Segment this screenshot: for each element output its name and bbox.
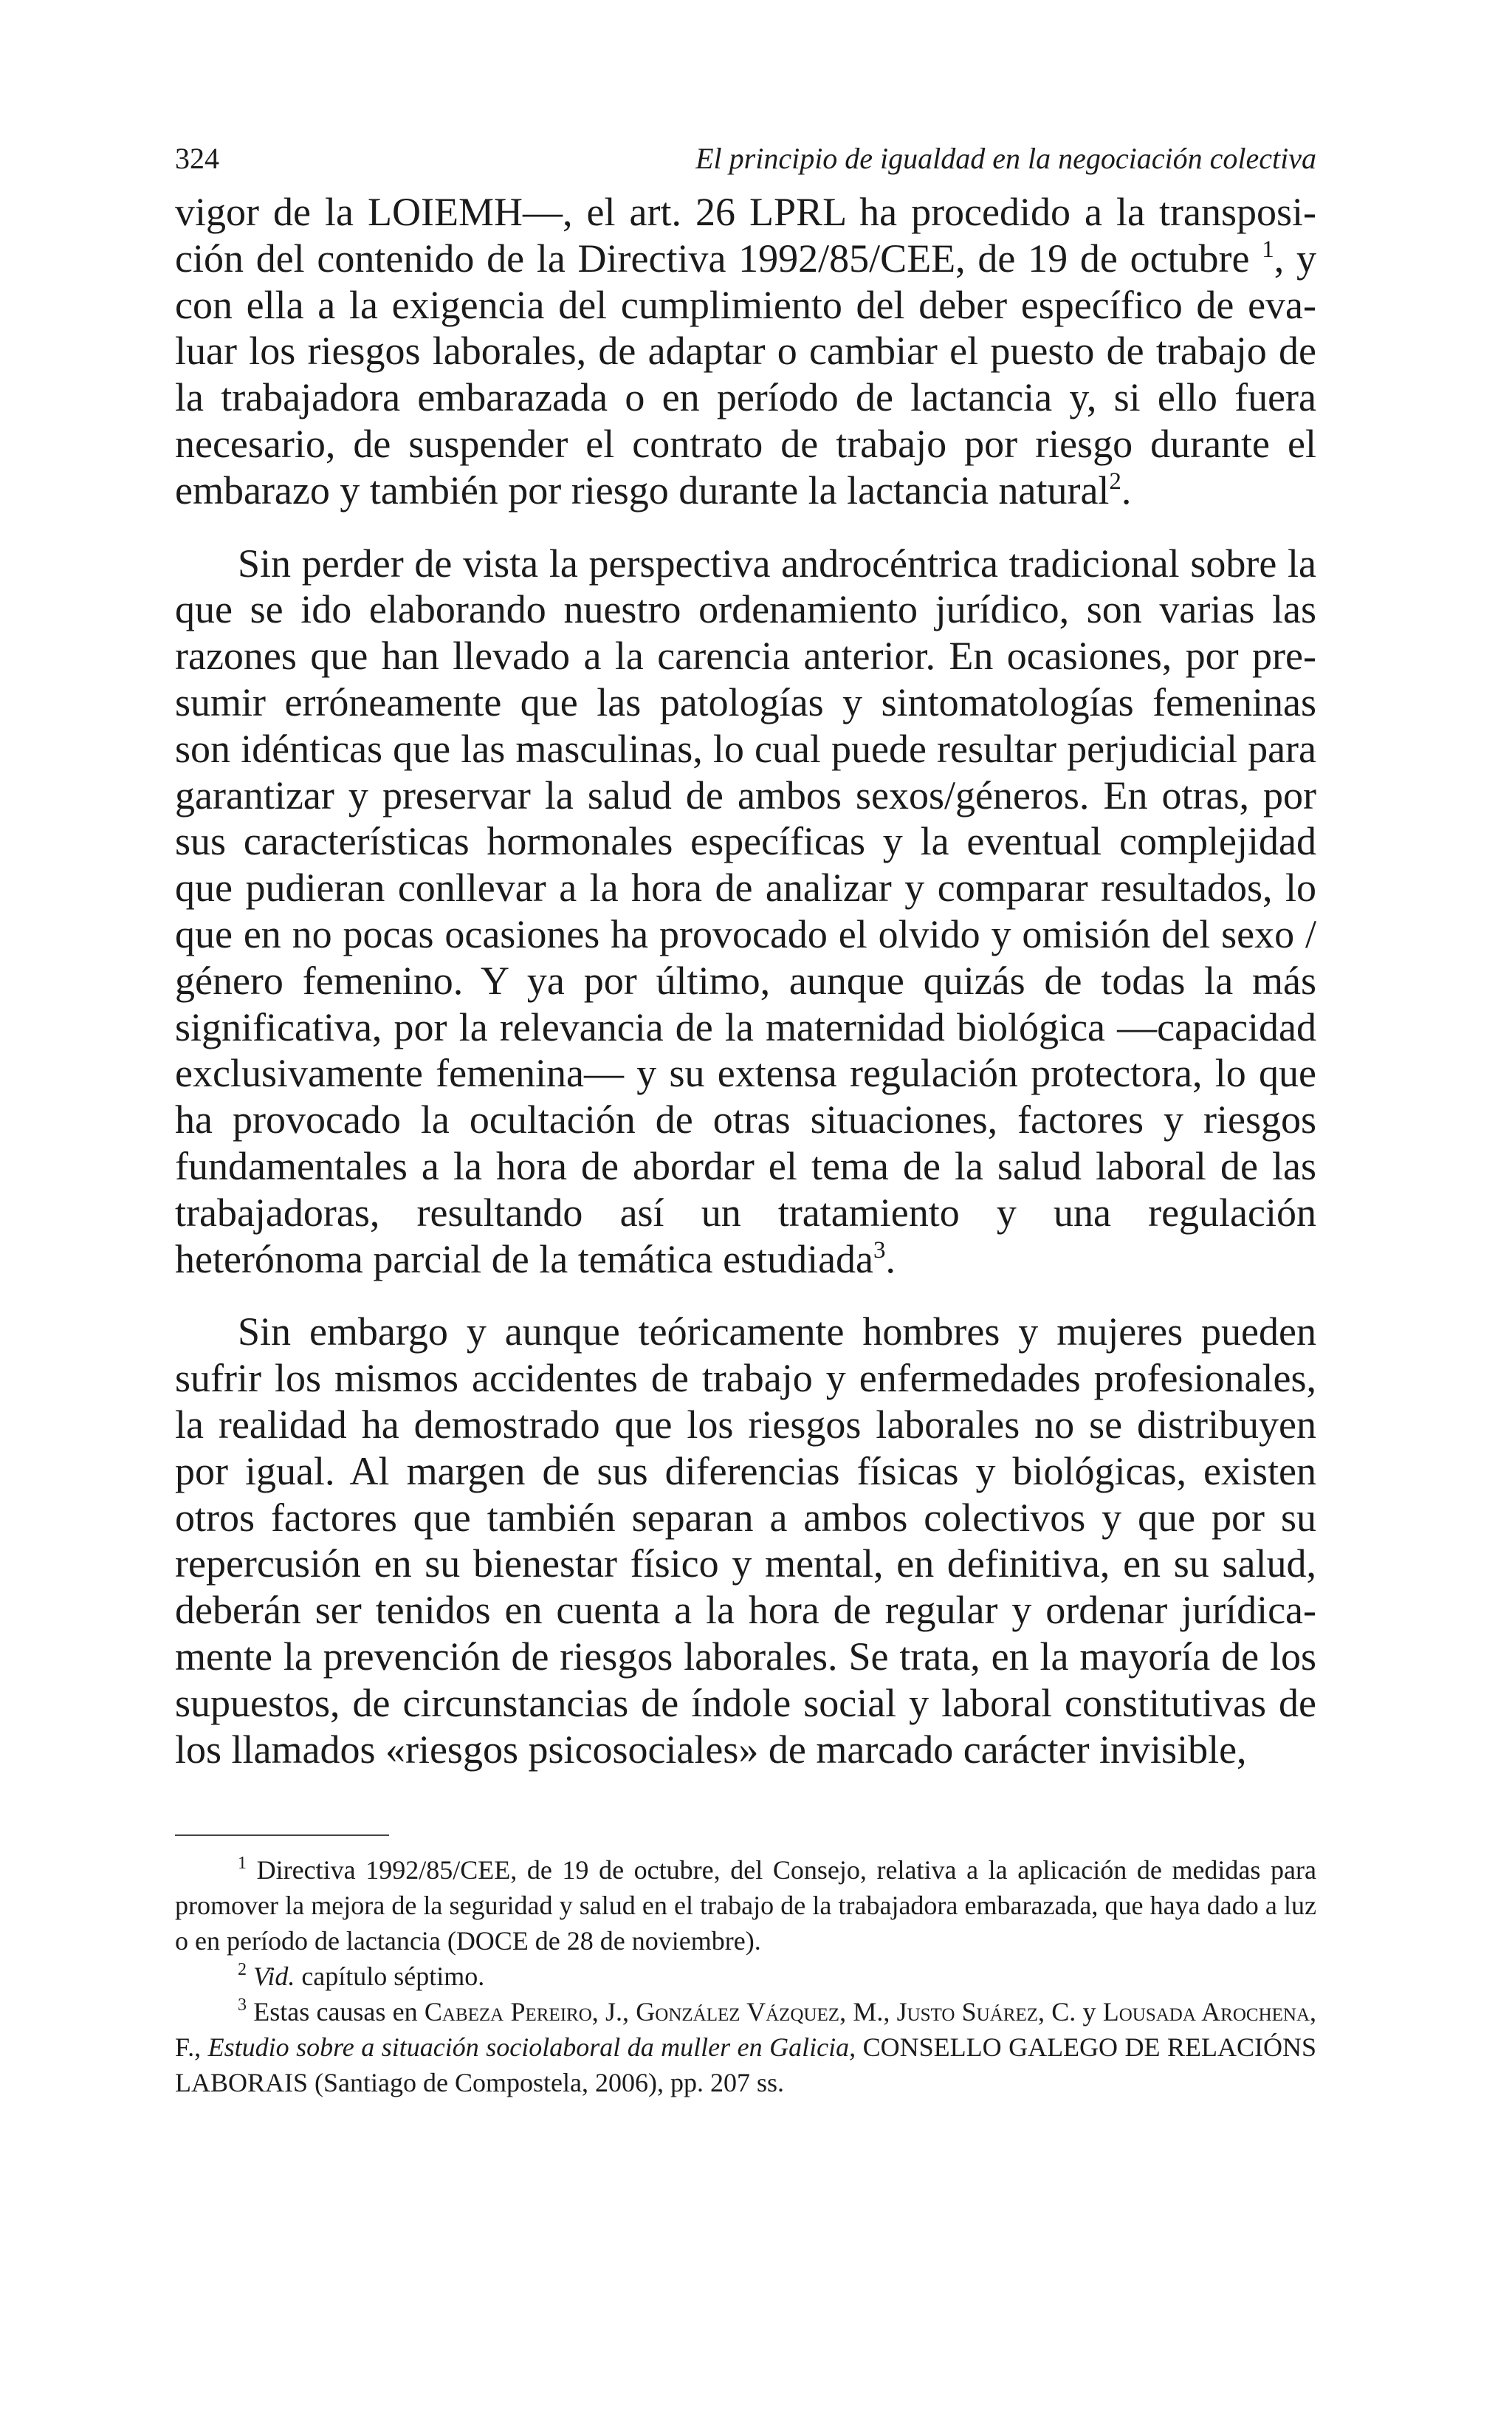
paragraph-text: , y con ella a la exigencia del cumplimiento del deber específico de evaluar los riesgos laborales, de adaptar o cambiar el puesto de trabajo de la trabajadora embarazada o en período de lactancia y, si ello fuera necesario, de suspender el contrato de trabajo por riesgo durante el embarazo y también por riesgo durante la lactancia natural	[175, 236, 1316, 513]
page-header	[175, 133, 1316, 185]
running-title: El principio de igualdad en la negociación colectiva	[695, 142, 1316, 175]
footnote-reference: 2	[1109, 467, 1121, 495]
paragraph-text: vigor de la LOIEMH—, el art. 26 LPRL ha procedido a la transposición del contenido de la Directiva 1992/85/CEE, de 19 de octubre	[175, 190, 1316, 281]
footnote	[175, 1959, 1316, 1994]
footnote-text: , F.,	[175, 1997, 1317, 2063]
paragraph	[175, 1309, 1316, 1772]
footnotes	[175, 1852, 1316, 2100]
footnote-mark: 3	[238, 1995, 247, 2015]
paragraph	[175, 189, 1316, 514]
paragraph-text: Sin embargo y aunque teóricamente hombres y mujeres pueden sufrir los mismos accidentes de trabajo y enfermedades profesionales, la realidad ha demostrado que los riesgos laborales no se distribuyen por igual. Al margen de sus diferencias físicas y biológicas, existen otros factores que también separan a ambos colectivos y que por su repercusión en su bienestar físico y mental, en definitiva, en su salud, deberán ser tenidos en cuenta a la hora de regular y ordenar jurídicamente la prevención de riesgos laborales. Se trata, en la mayoría de los supuestos, de circunstancias de índole social y laboral constitutivas de los llamados «riesgos psicosociales» de marcado carácter invisible,	[175, 1309, 1316, 1772]
footnote-text: , M.,	[839, 1997, 897, 2027]
page-number: 324	[175, 142, 219, 175]
author-name: Justo Suárez	[896, 1997, 1039, 2027]
footnote-text: Directiva 1992/85/CEE, de 19 de octubre, del Consejo, relativa a la aplicación de medidas para promover la mejora de la seguridad y salud en el trabajo de la trabajadora embarazada, que haya dado a luz o en período de lactancia (DOCE de 28 de noviembre).	[175, 1855, 1316, 1956]
footnote-vid: Vid.	[247, 1962, 295, 1992]
page-content	[175, 133, 1316, 2100]
paragraph-text: .	[885, 1236, 896, 1281]
footnote-text: Estas causas en	[247, 1997, 425, 2027]
author-name: Lousada Arochena	[1102, 1997, 1310, 2027]
author-name: Cabeza Pereiro	[424, 1997, 592, 2027]
footnote-divider	[175, 1834, 389, 1836]
footnote-mark: 2	[238, 1960, 247, 1980]
footnote	[175, 1852, 1316, 1959]
paragraph	[175, 541, 1316, 1283]
footnote-text: CONSELLO GALEGO DE RELACIÓNS LABORAIS (Santiago de Compostela, 2006), pp. 207 ss.	[175, 2032, 1317, 2098]
footnote-text: capítulo séptimo.	[295, 1962, 485, 1992]
work-title: Estudio sobre a situación sociolaboral da muller en Galicia,	[207, 2032, 856, 2063]
author-name: González Vázquez	[636, 1997, 840, 2027]
footnote-reference: 1	[1262, 236, 1274, 263]
body-text	[175, 189, 1316, 1772]
footnote-reference: 3	[873, 1236, 886, 1264]
paragraph-text: .	[1121, 467, 1132, 513]
footnote	[175, 1994, 1316, 2100]
footnote-mark: 1	[238, 1854, 247, 1874]
paragraph-text: Sin perder de vista la perspectiva androcéntrica tradicional sobre la que se ido elaborando nuestro ordenamiento jurídico, son varias las razones que han llevado a la carencia anterior. En ocasiones, por presumir erróneamente que las patologías y sintomatologías femeninas son idénticas que las masculinas, lo cual puede resultar perjudicial para garantizar y preservar la salud de ambos sexos/géneros. En otras, por sus características hormonales específicas y la eventual complejidad que pudieran conllevar a la hora de analizar y comparar resultados, lo que en no pocas ocasiones ha provocado el olvido y omisión del sexo / género femenino. Y ya por último, aunque quizás de todas la más significativa, por la relevancia de la maternidad biológica —capacidad exclusivamente femenina— y su extensa regulación protectora, lo que ha provocado la ocultación de otras situaciones, factores y riesgos fundamentales a la hora de abordar el tema de la salud laboral de las trabajadoras, resultando así un tratamiento y una regulación heterónoma parcial de la temática estudiada	[175, 541, 1316, 1281]
footnote-text: , J.,	[591, 1997, 636, 2027]
footnote-text: , C. y	[1038, 1997, 1103, 2027]
